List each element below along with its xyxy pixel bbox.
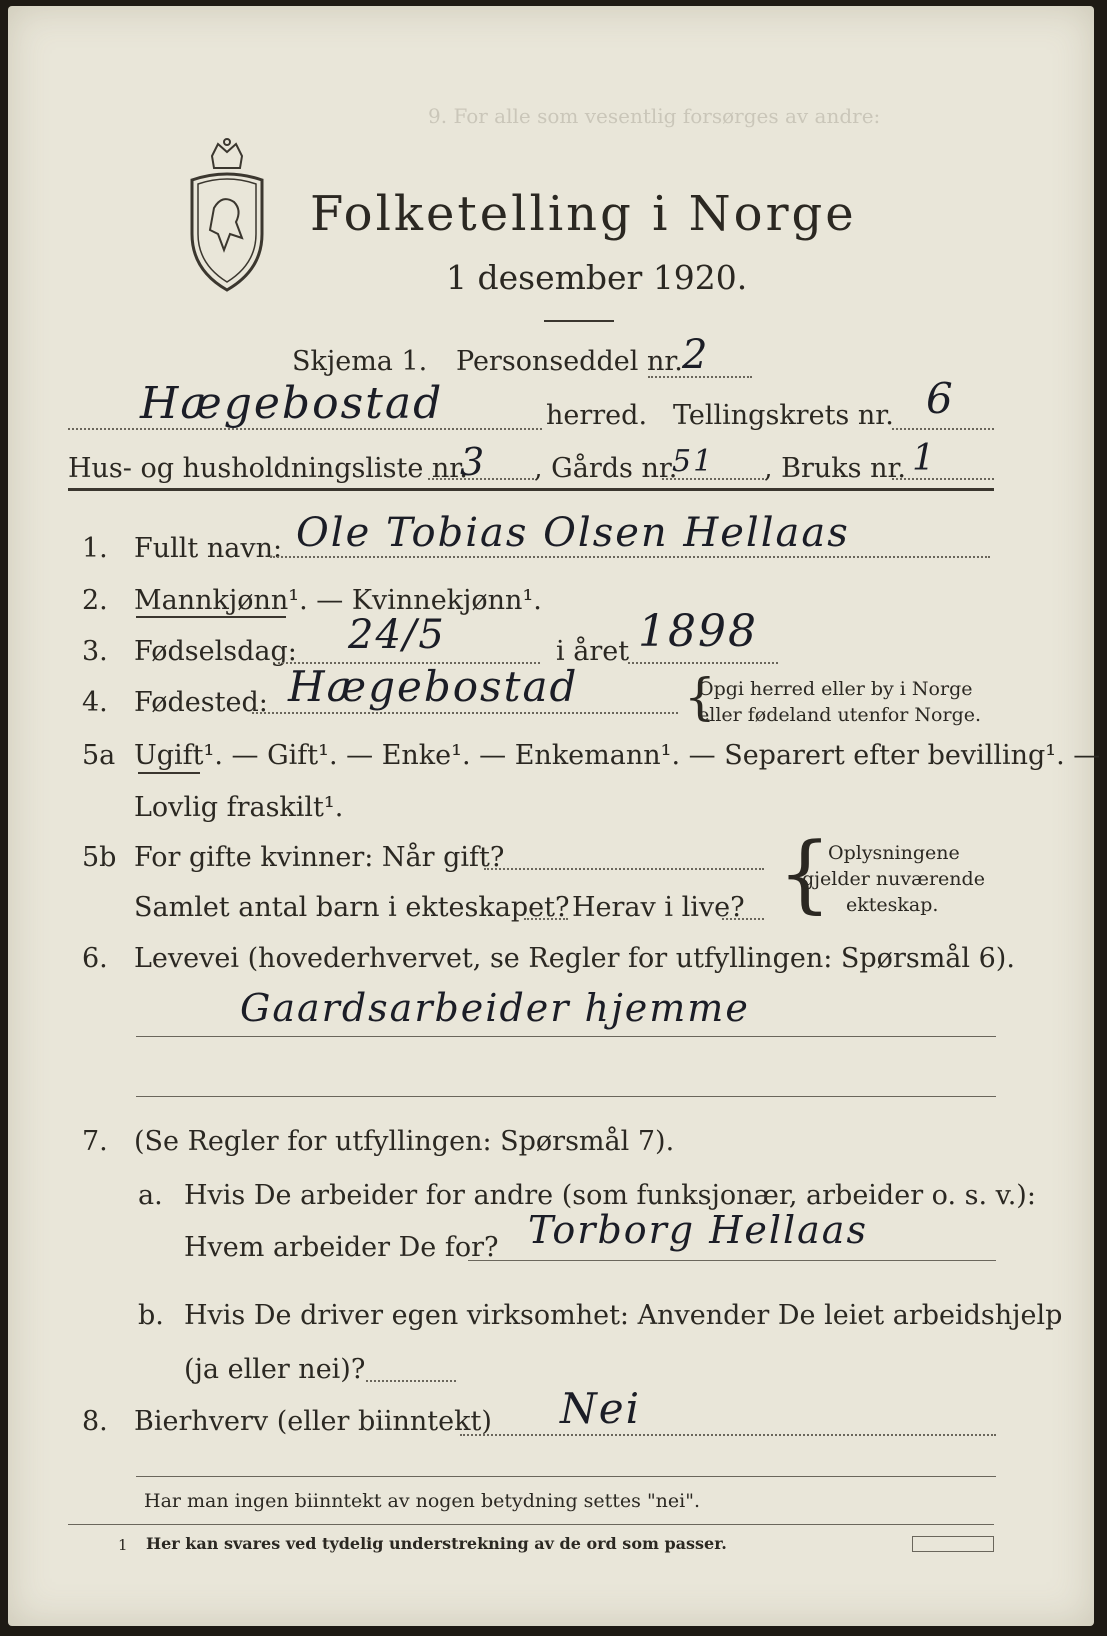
gender-options: Mannkjønn¹. — Kvinnekjønn¹. (134, 585, 542, 616)
q5b-note-2: gjelder nuværende (802, 868, 985, 890)
q3-year-label: i året (556, 636, 630, 667)
bruks-line (892, 478, 994, 480)
q5b-brace: { (778, 824, 832, 922)
q4-note-2: eller fødeland utenfor Norge. (698, 704, 982, 726)
q8-line (460, 1434, 996, 1436)
q5b-note-1: Oplysningene (828, 842, 960, 864)
q7b-answer-label: (ja eller nei)? (184, 1354, 366, 1385)
census-form-sheet (8, 6, 1101, 1626)
q4-brace: { (684, 668, 716, 726)
personseddel-value[interactable]: 2 (682, 332, 710, 378)
q7-label: (Se Regler for utfyllingen: Spørsmål 7). (134, 1126, 675, 1157)
q7a-question: Hvis De arbeider for andre (som funksjonær, arbeider o. s. v.): (184, 1180, 1036, 1211)
q5b-number: 5b (82, 842, 117, 873)
birth-year-value[interactable]: 1898 (638, 606, 758, 657)
q7a-employer-line (468, 1260, 996, 1261)
q5a-number: 5a (82, 740, 116, 771)
q5b-married-label: For gifte kvinner: Når gift? (134, 842, 505, 873)
q8-number: 8. (82, 1406, 108, 1437)
q3-year-line (628, 662, 778, 664)
coat-of-arms-icon (184, 138, 270, 294)
q3-number: 3. (82, 636, 108, 667)
herred-value[interactable]: Hægebostad (140, 378, 444, 429)
gards-value[interactable]: 51 (672, 444, 715, 479)
marital-options-2: Lovlig fraskilt¹. (134, 792, 344, 823)
q6-line-2 (136, 1096, 996, 1097)
tellingskrets-line (892, 428, 994, 430)
q7b-answer-line (366, 1380, 456, 1382)
q1-label: Fullt navn: (134, 533, 283, 564)
skjema-label: Skjema 1. (292, 346, 428, 377)
bruks-label: , Bruks nr. (764, 453, 907, 484)
title-divider (544, 320, 614, 322)
q2-number: 2. (82, 585, 108, 616)
ugift-underline (138, 772, 200, 774)
occupation-value[interactable]: Gaardsarbeider hjemme (240, 986, 750, 1030)
form-date: 1 desember 1920. (446, 258, 748, 297)
herred-label: herred. (546, 400, 648, 431)
side-income-value[interactable]: Nei (560, 1384, 642, 1433)
q7a-letter: a. (138, 1180, 163, 1211)
q5b-married-line (484, 868, 764, 870)
q6-label: Levevei (hovederhvervet, se Regler for utfyllingen: Spørsmål 6). (134, 943, 1015, 974)
birthday-value[interactable]: 24/5 (348, 612, 446, 658)
form-title: Folketelling i Norge (310, 186, 857, 242)
side-income-note: Har man ingen biinntekt av nogen betydning settes "nei". (144, 1490, 701, 1512)
personseddel-label: Personseddel nr. (456, 346, 683, 377)
q1-line (270, 556, 990, 558)
q5b-alive-label: Herav i live? (572, 892, 745, 923)
hus-value[interactable]: 3 (460, 440, 487, 484)
q7b-letter: b. (138, 1300, 164, 1331)
birthplace-value[interactable]: Hægebostad (288, 662, 579, 711)
q8-label: Bierhverv (eller biinntekt) (134, 1406, 492, 1437)
marital-options: Ugift¹. — Gift¹. — Enke¹. — Enkemann¹. — Separert efter bevilling¹. — (134, 740, 1101, 771)
printer-stamp (912, 1536, 994, 1552)
q6-line-1 (136, 1036, 996, 1037)
tellingskrets-label: Tellingskrets nr. (673, 400, 894, 431)
q4-label: Fødested: (134, 687, 268, 718)
q4-note-1: Opgi herred eller by i Norge (698, 678, 973, 700)
q4-number: 4. (82, 687, 108, 718)
hus-label: Hus- og husholdningsliste nr. (68, 453, 468, 484)
q7b-question: Hvis De driver egen virksomhet: Anvender De leiet arbeidshjelp (184, 1300, 1063, 1331)
footnote-marker: 1 (118, 1536, 128, 1554)
bruks-value[interactable]: 1 (912, 438, 937, 479)
q5b-children-line (524, 918, 568, 920)
bleed-through-text: 9. For alle som vesentlig forsørges av andre: (428, 104, 881, 128)
mannkjonn-underline (136, 616, 286, 618)
q7a-employer-label: Hvem arbeider De for? (184, 1232, 499, 1263)
footnote-separator (68, 1524, 994, 1525)
employer-value[interactable]: Torborg Hellaas (528, 1208, 868, 1252)
tellingskrets-value[interactable]: 6 (926, 374, 955, 423)
q3-label: Fødselsdag: (134, 636, 297, 667)
q5b-children-label: Samlet antal barn i ekteskapet? (134, 892, 570, 923)
full-name-value[interactable]: Ole Tobias Olsen Hellaas (296, 510, 850, 556)
q7-number: 7. (82, 1126, 108, 1157)
gards-label: , Gårds nr. (534, 453, 678, 484)
q4-line (252, 712, 678, 714)
q5b-note-3: ekteskap. (846, 894, 939, 916)
q6-number: 6. (82, 943, 108, 974)
q8-separator (136, 1476, 996, 1477)
q1-number: 1. (82, 533, 108, 564)
q5b-alive-line (722, 918, 764, 920)
header-separator (68, 488, 994, 491)
footnote-text: Her kan svares ved tydelig understrekning av de ord som passer. (146, 1534, 727, 1553)
